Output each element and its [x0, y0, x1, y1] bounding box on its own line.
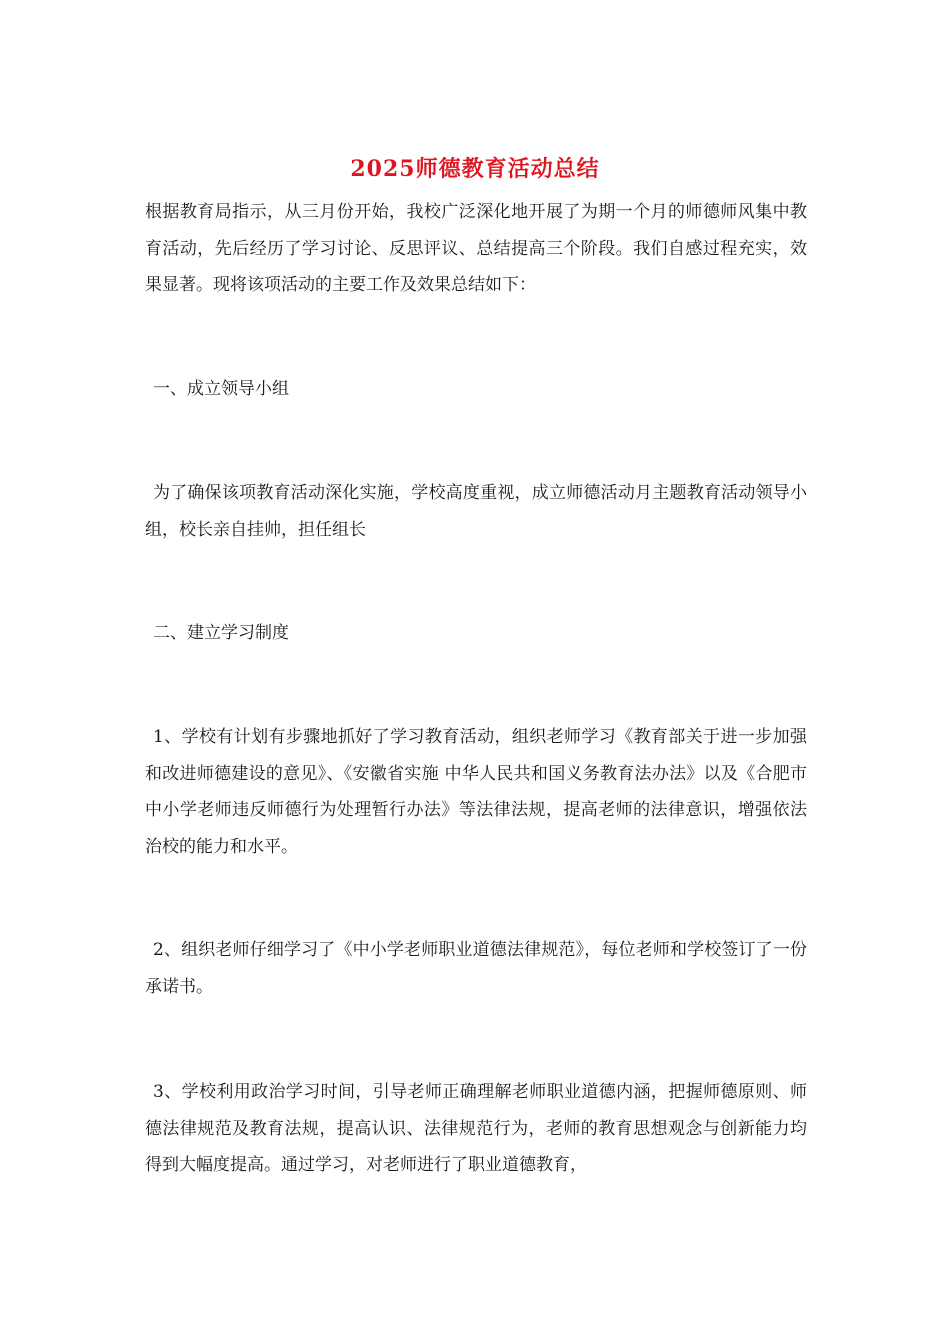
section-heading-study-system: 二、建立学习制度 [153, 623, 289, 643]
document-title: 2025师德教育活动总结 [350, 156, 600, 182]
section-heading-leadership: 一、成立领导小组 [153, 379, 289, 399]
leadership-paragraph: 为了确保该项教育活动深化实施，学校高度重视，成立师德活动月主题教育活动领导小组，校长亲自挂帅，担任组长 [145, 483, 807, 540]
study-item-3: 3、学校利用政治学习时间，引导老师正确理解老师职业道德内涵，把握师德原则、师德法律规范及教育法规，提高认识、法律规范行为，老师的教育思想观念与创新能力均得到大幅度提高。通过学习，对老师进行了职业道德教育， [145, 1082, 807, 1175]
study-item-1: 1、学校有计划有步骤地抓好了学习教育活动，组织老师学习《教育部关于进一步加强和改进师德建设的意见》、《安徽省实施 中华人民共和国义务教育法办法》以及《合肥市中小学老师违反师德行为处理暂行办法》等法律法规，提高老师的法律意识，增强依法治校的能力和水平。 [145, 727, 807, 857]
intro-paragraph: 根据教育局指示，从三月份开始，我校广泛深化地开展了为期一个月的师德师风集中教育活动，先后经历了学习讨论、反思评议、总结提高三个阶段。我们自感过程充实，效果显著。现将该项活动的主要工作及效果总结如下： [145, 202, 807, 295]
study-item-2: 2、组织老师仔细学习了《中小学老师职业道德法律规范》，每位老师和学校签订了一份承诺书。 [145, 940, 807, 997]
